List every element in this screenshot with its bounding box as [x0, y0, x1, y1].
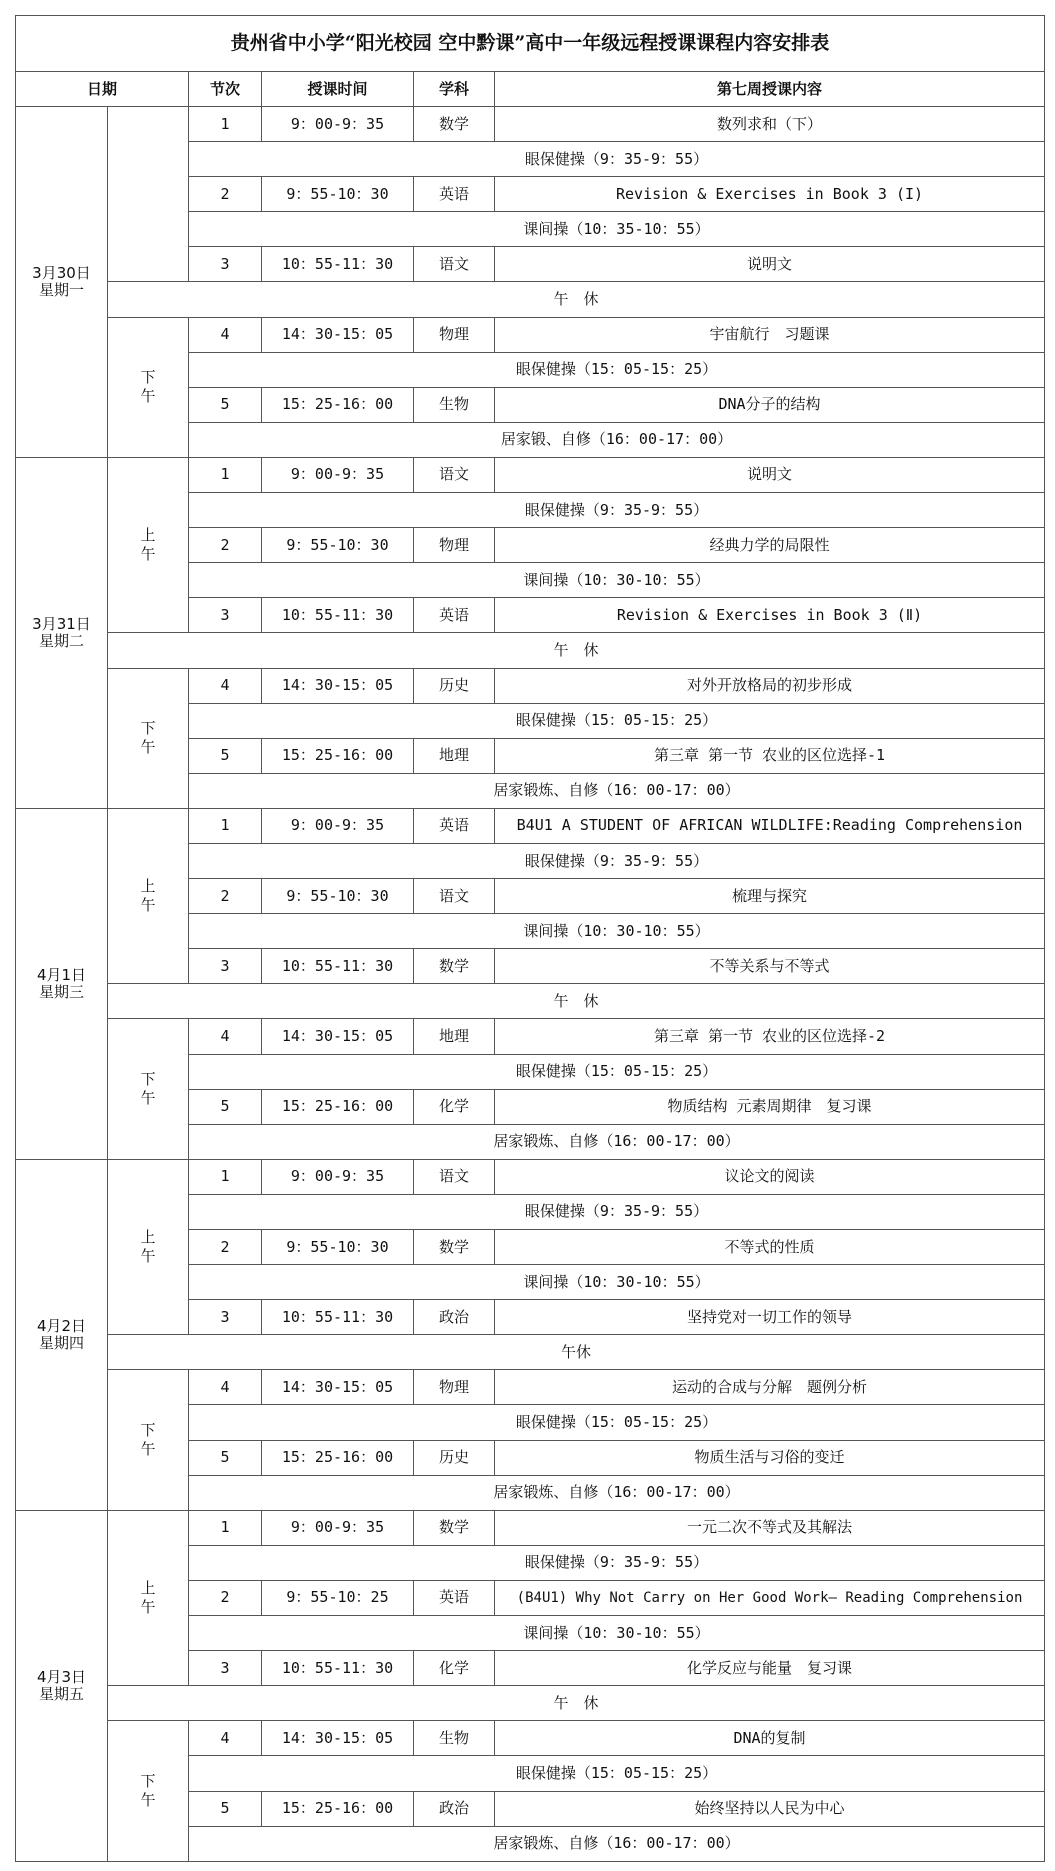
- break-cell: 眼保健操（15：05-15：25）: [189, 1756, 1045, 1791]
- date-label: 3月31日: [32, 614, 91, 633]
- break-cell: 课间操（10：30-10：55）: [189, 1265, 1045, 1300]
- content-cell: DNA的复制: [495, 1721, 1045, 1756]
- period-cell: 5: [189, 1089, 262, 1124]
- time-cell: 15：25-16：00: [262, 1089, 414, 1124]
- time-cell: 15：25-16：00: [262, 1440, 414, 1475]
- break-cell: 居家锻炼、自修（16：00-17：00）: [189, 1124, 1045, 1159]
- time-cell: 14：30-15：05: [262, 317, 414, 352]
- table-row: [16, 1159, 1045, 1194]
- period-cell: 3: [189, 1651, 262, 1686]
- content-cell: 始终坚持以人民为中心: [495, 1791, 1045, 1826]
- time-cell: 15：25-16：00: [262, 738, 414, 773]
- content-cell: DNA分子的结构: [495, 387, 1045, 422]
- content-cell: 梳理与探究: [495, 879, 1045, 914]
- period-cell: 5: [189, 1440, 262, 1475]
- break-cell: 眼保健操（9：35-9：55）: [189, 142, 1045, 177]
- subject-cell: 英语: [414, 808, 495, 843]
- table-row: [16, 282, 1045, 317]
- table-row: [16, 107, 1045, 142]
- subject-cell: 数学: [414, 1510, 495, 1545]
- morning-label: 上午: [140, 1578, 156, 1616]
- subject-cell: 数学: [414, 1230, 495, 1265]
- header-subject: 学科: [414, 72, 495, 107]
- afternoon-label: 下午: [140, 1772, 156, 1809]
- period-cell: 3: [189, 1300, 262, 1335]
- break-cell: 眼保健操（15：05-15：25）: [189, 703, 1045, 738]
- table-row: [16, 808, 1045, 843]
- subject-cell: 语文: [414, 1159, 495, 1194]
- afternoon-cell: [108, 317, 189, 457]
- subject-cell: 生物: [414, 1721, 495, 1756]
- content-cell: 不等式的性质: [495, 1230, 1045, 1265]
- period-cell: 3: [189, 247, 262, 282]
- period-cell: 2: [189, 528, 262, 563]
- afternoon-cell: [108, 668, 189, 808]
- afternoon-label: 下午: [140, 1421, 156, 1459]
- time-cell: 9：55-10：30: [262, 1230, 414, 1265]
- header-date: 日期: [16, 72, 189, 107]
- period-cell: 4: [189, 668, 262, 703]
- date-label: 4月2日: [36, 1316, 87, 1335]
- time-cell: 9：55-10：30: [262, 879, 414, 914]
- content-cell: 第三章 第一节 农业的区位选择-2: [495, 1019, 1045, 1054]
- content-cell: 第三章 第一节 农业的区位选择-1: [495, 738, 1045, 773]
- subject-cell: 英语: [414, 177, 495, 212]
- time-cell: 9：00-9：35: [262, 107, 414, 142]
- table-row: [16, 1686, 1045, 1721]
- table-row: [16, 984, 1045, 1019]
- afternoon-cell: [108, 1370, 189, 1510]
- content-cell: 坚持党对一切工作的领导: [495, 1300, 1045, 1335]
- time-cell: 10：55-11：30: [262, 247, 414, 282]
- subject-cell: 数学: [414, 107, 495, 142]
- time-cell: 9：55-10：30: [262, 177, 414, 212]
- table-row: [16, 457, 1045, 492]
- weekday-label: 星期二: [38, 631, 84, 650]
- break-cell: 眼保健操（15：05-15：25）: [189, 352, 1045, 387]
- break-cell: 眼保健操（15：05-15：25）: [189, 1405, 1045, 1440]
- morning-cell: [108, 1159, 189, 1334]
- time-cell: 10：55-11：30: [262, 949, 414, 984]
- subject-cell: 物理: [414, 528, 495, 563]
- subject-cell: 物理: [414, 1370, 495, 1405]
- period-cell: 3: [189, 949, 262, 984]
- content-cell: 一元二次不等式及其解法: [495, 1510, 1045, 1545]
- period-cell: 1: [189, 1159, 262, 1194]
- time-cell: 10：55-11：30: [262, 1300, 414, 1335]
- page-title: 贵州省中小学“阳光校园 空中黔课”高中一年级远程授课课程内容安排表: [16, 16, 1045, 72]
- period-cell: 1: [189, 808, 262, 843]
- subject-cell: 地理: [414, 738, 495, 773]
- break-cell: 课间操（10：35-10：55）: [189, 212, 1045, 247]
- header-period: 节次: [189, 72, 262, 107]
- time-cell: 10：55-11：30: [262, 1651, 414, 1686]
- noon-break-cell: 午 休: [108, 633, 1045, 668]
- subject-cell: 数学: [414, 949, 495, 984]
- date-label: 4月3日: [36, 1667, 87, 1686]
- subject-cell: 政治: [414, 1791, 495, 1826]
- time-cell: 9：55-10：25: [262, 1580, 414, 1615]
- period-cell: 4: [189, 1019, 262, 1054]
- time-cell: 15：25-16：00: [262, 1791, 414, 1826]
- break-cell: 课间操（10：30-10：55）: [189, 563, 1045, 598]
- noon-break-cell: 午 休: [108, 984, 1045, 1019]
- afternoon-label: 下午: [140, 1070, 156, 1108]
- content-cell: 议论文的阅读: [495, 1159, 1045, 1194]
- content-cell: 化学反应与能量 复习课: [495, 1651, 1045, 1686]
- schedule-table: [15, 15, 1045, 1862]
- period-cell: 2: [189, 879, 262, 914]
- table-row: [16, 1510, 1045, 1545]
- morning-cell: [108, 107, 189, 282]
- afternoon-label: 下午: [140, 368, 156, 406]
- time-cell: 9：00-9：35: [262, 1510, 414, 1545]
- date-label: 3月30日: [32, 263, 91, 282]
- date-cell: [16, 1510, 108, 1861]
- subject-cell: 化学: [414, 1089, 495, 1124]
- time-cell: 14：30-15：05: [262, 1019, 414, 1054]
- content-cell: 数列求和（下）: [495, 107, 1045, 142]
- content-cell: 运动的合成与分解 题例分析: [495, 1370, 1045, 1405]
- morning-label: 上午: [140, 877, 156, 915]
- content-cell: 不等关系与不等式: [495, 949, 1045, 984]
- period-cell: 1: [189, 457, 262, 492]
- time-cell: 10：55-11：30: [262, 598, 414, 633]
- period-cell: 5: [189, 738, 262, 773]
- period-cell: 2: [189, 177, 262, 212]
- subject-cell: 语文: [414, 879, 495, 914]
- time-cell: 9：00-9：35: [262, 808, 414, 843]
- content-cell: Revision & Exercises in Book 3 (Ⅱ): [495, 598, 1045, 633]
- period-cell: 4: [189, 1370, 262, 1405]
- subject-cell: 历史: [414, 1440, 495, 1475]
- break-cell: 居家锻炼、自修（16：00-17：00）: [189, 1826, 1045, 1861]
- morning-cell: [108, 1510, 189, 1685]
- break-cell: 眼保健操（9：35-9：55）: [189, 1545, 1045, 1580]
- content-cell: 经典力学的局限性: [495, 528, 1045, 563]
- content-cell: 说明文: [495, 247, 1045, 282]
- time-cell: 14：30-15：05: [262, 668, 414, 703]
- subject-cell: 地理: [414, 1019, 495, 1054]
- weekday-label: 星期一: [38, 280, 84, 299]
- subject-cell: 生物: [414, 387, 495, 422]
- break-cell: 眼保健操（9：35-9：55）: [189, 493, 1045, 528]
- break-cell: 居家锻炼、自修（16：00-17：00）: [189, 773, 1045, 808]
- weekday-label: 星期四: [38, 1333, 84, 1352]
- subject-cell: 政治: [414, 1300, 495, 1335]
- table-row: [16, 1370, 1045, 1405]
- date-cell: [16, 1159, 108, 1510]
- table-row: [16, 668, 1045, 703]
- content-cell: B4U1 A STUDENT OF AFRICAN WILDLIFE:Reading Comprehension: [495, 808, 1045, 843]
- time-cell: 14：30-15：05: [262, 1721, 414, 1756]
- table-row: [16, 317, 1045, 352]
- afternoon-cell: [108, 1019, 189, 1159]
- period-cell: 4: [189, 317, 262, 352]
- noon-break-cell: 午 休: [108, 1686, 1045, 1721]
- break-cell: 眼保健操（9：35-9：55）: [189, 843, 1045, 878]
- period-cell: 4: [189, 1721, 262, 1756]
- header-content: 第七周授课内容: [495, 72, 1045, 107]
- weekday-label: 星期三: [38, 982, 84, 1001]
- weekday-label: 星期五: [38, 1684, 84, 1703]
- break-cell: 课间操（10：30-10：55）: [189, 914, 1045, 949]
- morning-cell: [108, 808, 189, 983]
- break-cell: 课间操（10：30-10：55）: [189, 1616, 1045, 1651]
- period-cell: 2: [189, 1230, 262, 1265]
- header-time: 授课时间: [262, 72, 414, 107]
- date-cell: [16, 808, 108, 1159]
- content-cell: Revision & Exercises in Book 3 (I): [495, 177, 1045, 212]
- noon-break-cell: 午 休: [108, 282, 1045, 317]
- morning-label: 上午: [140, 526, 156, 564]
- subject-cell: 物理: [414, 317, 495, 352]
- time-cell: 9：00-9：35: [262, 457, 414, 492]
- date-label: 4月1日: [36, 965, 87, 984]
- period-cell: 5: [189, 1791, 262, 1826]
- subject-cell: 化学: [414, 1651, 495, 1686]
- table-row: [16, 1019, 1045, 1054]
- content-cell: (B4U1) Why Not Carry on Her Good Work— Reading Comprehension: [495, 1580, 1045, 1615]
- time-cell: 14：30-15：05: [262, 1370, 414, 1405]
- subject-cell: 英语: [414, 1580, 495, 1615]
- time-cell: 9：00-9：35: [262, 1159, 414, 1194]
- date-cell: [16, 457, 108, 808]
- date-cell: [16, 107, 108, 458]
- period-cell: 2: [189, 1580, 262, 1615]
- morning-cell: [108, 457, 189, 632]
- break-cell: 眼保健操（9：35-9：55）: [189, 1194, 1045, 1229]
- subject-cell: 英语: [414, 598, 495, 633]
- table-row: [16, 633, 1045, 668]
- afternoon-cell: [108, 1721, 189, 1861]
- subject-cell: 语文: [414, 247, 495, 282]
- break-cell: 眼保健操（15：05-15：25）: [189, 1054, 1045, 1089]
- subject-cell: 语文: [414, 457, 495, 492]
- content-cell: 宇宙航行 习题课: [495, 317, 1045, 352]
- period-cell: 5: [189, 387, 262, 422]
- content-cell: 物质结构 元素周期律 复习课: [495, 1089, 1045, 1124]
- time-cell: 15：25-16：00: [262, 387, 414, 422]
- break-cell: 居家锻、自修（16：00-17：00）: [189, 422, 1045, 457]
- subject-cell: 历史: [414, 668, 495, 703]
- period-cell: 1: [189, 107, 262, 142]
- content-cell: 物质生活与习俗的变迁: [495, 1440, 1045, 1475]
- noon-break-cell: 午休: [108, 1335, 1045, 1370]
- period-cell: 1: [189, 1510, 262, 1545]
- time-cell: 9：55-10：30: [262, 528, 414, 563]
- table-row: [16, 1721, 1045, 1756]
- content-cell: 说明文: [495, 457, 1045, 492]
- period-cell: 3: [189, 598, 262, 633]
- break-cell: 居家锻炼、自修（16：00-17：00）: [189, 1475, 1045, 1510]
- content-cell: 对外开放格局的初步形成: [495, 668, 1045, 703]
- table-row: [16, 1335, 1045, 1370]
- afternoon-label: 下午: [140, 719, 156, 757]
- morning-label: 上午: [140, 1228, 156, 1266]
